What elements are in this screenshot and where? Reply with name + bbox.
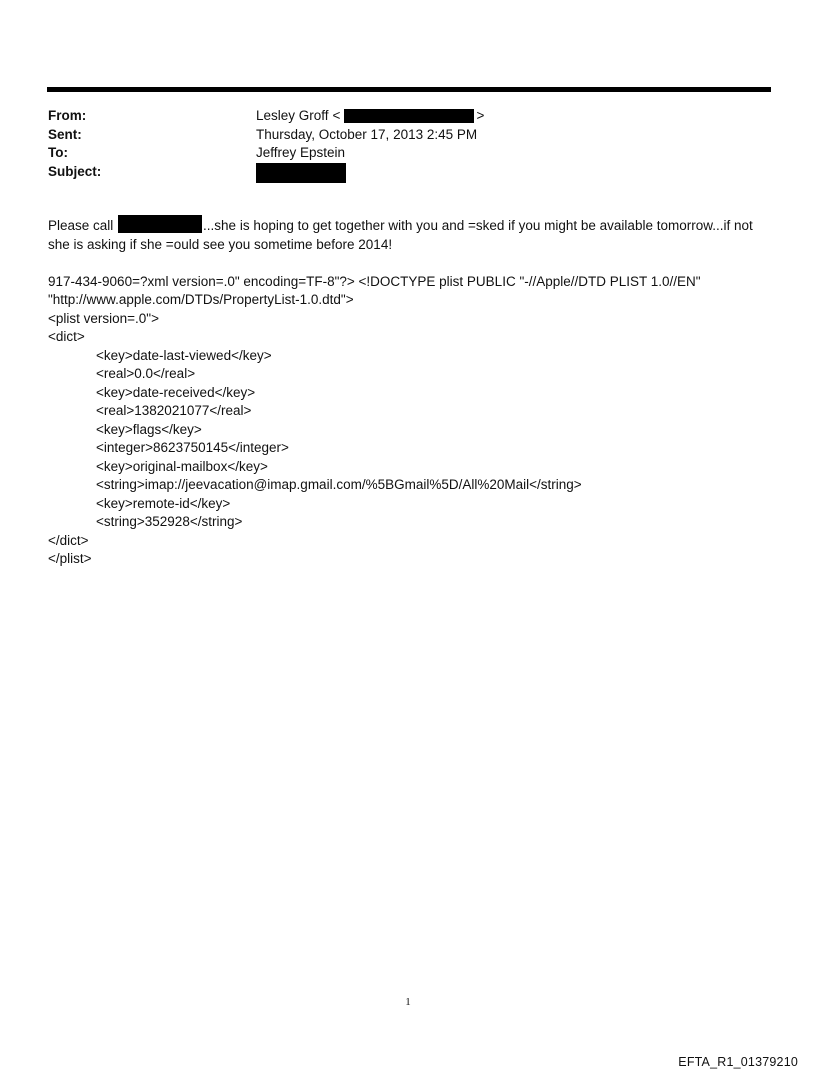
message-text-after: ...she is hoping to get together with you and =sked if you might be available tomorrow...if not: [203, 218, 753, 233]
email-body: [48, 215, 768, 569]
subject-row: [48, 163, 768, 182]
sent-label: Sent:: [48, 126, 82, 142]
to-value: Jeffrey Epstein: [256, 145, 346, 160]
plist-line: <real>1382021077</real>: [96, 403, 252, 418]
plist-line: <string>imap://jeevacation@imap.gmail.com/%5BGmail%5D/All%20Mail</string>: [96, 477, 582, 492]
plist-line: </plist>: [48, 551, 92, 566]
paragraph-gap: [48, 254, 768, 273]
from-label: From:: [48, 108, 87, 123]
from-close-bracket: >: [476, 108, 485, 123]
plist-line: <integer>8623750145</integer>: [96, 440, 289, 455]
from-open-bracket: <: [332, 108, 341, 123]
header-rule: [47, 87, 771, 92]
plist-line: <key>original-mailbox</key>: [96, 458, 268, 474]
email-header: [48, 107, 768, 181]
page-number: 1: [405, 996, 411, 1008]
sent-value: Thursday, October 17, 2013 2:45 PM: [256, 126, 478, 142]
redaction-block: [118, 215, 202, 233]
to-label: To:: [48, 145, 68, 160]
subject-value: [256, 161, 346, 183]
redaction-block: [256, 163, 346, 183]
message-text-before: Please call: [48, 218, 118, 233]
from-row: [48, 107, 768, 126]
plist-line: <real>0.0</real>: [96, 366, 196, 381]
sent-row: [48, 126, 768, 145]
plist-line: 917-434-9060=?xml version=.0" encoding=TF-8"?> <!DOCTYPE plist PUBLIC "-//Apple//DTD PLIST 1.0//EN": [48, 273, 701, 289]
subject-label: Subject:: [48, 163, 102, 179]
redaction-block: [344, 109, 474, 123]
plist-line: </dict>: [48, 532, 89, 548]
bates-number: EFTA_R1_01379210: [678, 1055, 798, 1069]
plist-line: <dict>: [48, 329, 85, 344]
plist-line: <plist version=.0">: [48, 310, 159, 326]
to-row: [48, 144, 768, 163]
plist-line: <key>flags</key>: [96, 421, 202, 437]
from-name: Lesley Groff: [256, 108, 329, 123]
message-line: she is asking if she =ould see you sometime before 2014!: [48, 236, 393, 252]
message-line: [48, 215, 768, 236]
plist-line: <key>remote-id</key>: [96, 495, 231, 511]
plist-line: <key>date-last-viewed</key>: [96, 347, 272, 363]
plist-line: <key>date-received</key>: [96, 384, 256, 400]
from-value: [256, 107, 484, 126]
plist-line: "http://www.apple.com/DTDs/PropertyList-1.0.dtd">: [48, 292, 354, 307]
plist-line: <string>352928</string>: [96, 514, 243, 529]
